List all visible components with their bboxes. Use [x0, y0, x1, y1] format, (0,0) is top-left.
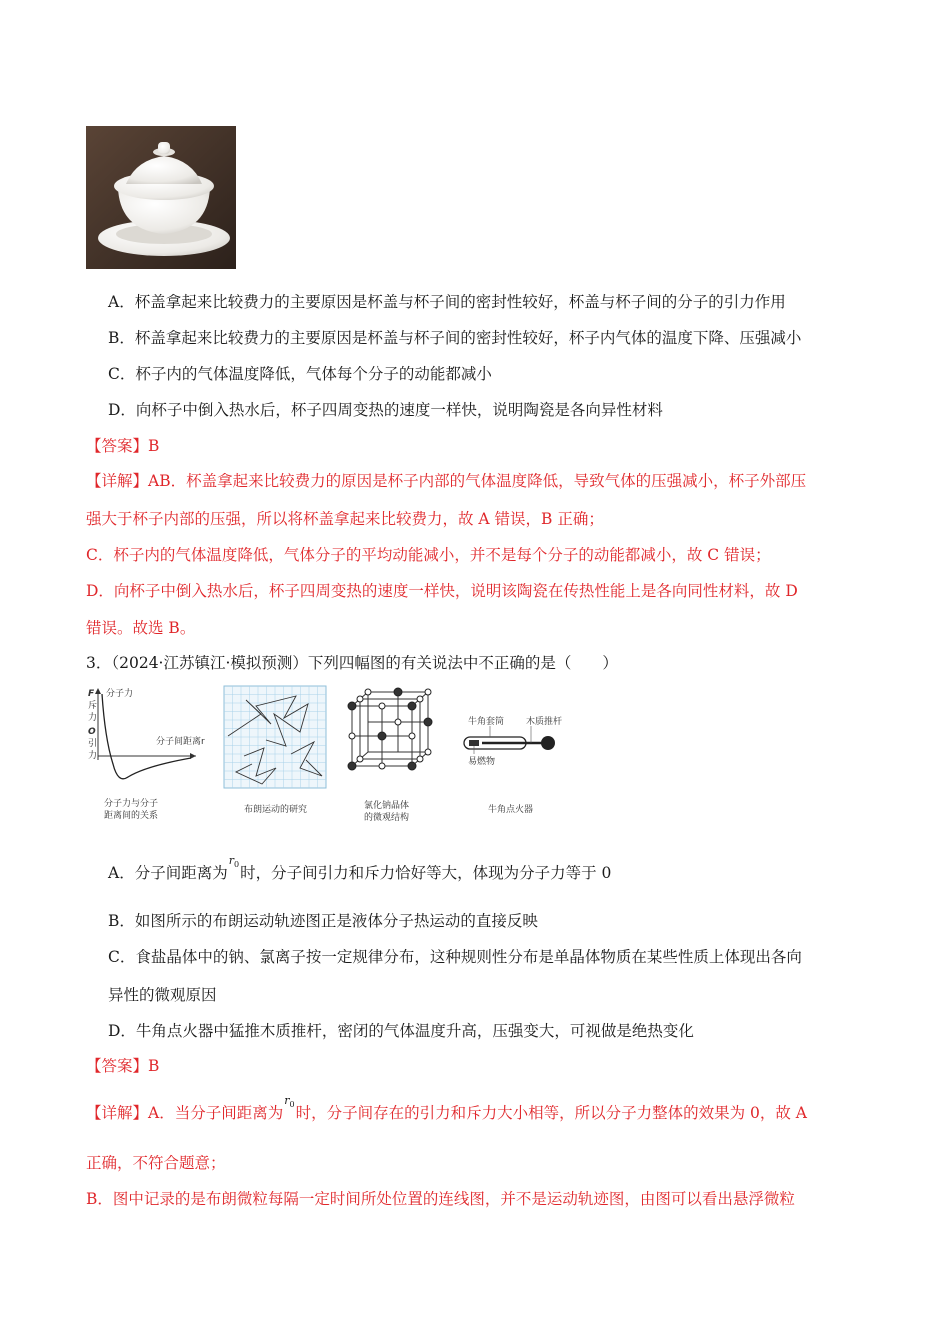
- q3-detail-b: B．图中记录的是布朗微粒每隔一定时间所处位置的连线图，并不是运动轨迹图，由图可以看出悬浮微粒: [86, 1190, 795, 1208]
- r0-symbol-detail: r0: [284, 1094, 295, 1110]
- f4-label-sleeve: 牛角套筒: [468, 717, 505, 727]
- q3-detail-a-pre: 【详解】A．当分子间距离为: [86, 1104, 284, 1122]
- q3-option-a-pre: A．分子间距离为: [108, 864, 228, 882]
- q3-option-a-post: 时，分子间引力和斥力恰好等大，体现为分子力等于 0: [240, 864, 612, 882]
- f1-caption-2: 距离间的关系: [104, 811, 159, 821]
- q3-detail-a2: 正确，不符合题意；: [86, 1154, 226, 1172]
- q2-detail-line-2: 强大于杯子内部的压强，所以将杯盖拿起来比较费力，故 A 错误，B 正确；: [86, 510, 604, 528]
- q2-detail-line-4: D．向杯子中倒入热水后，杯子四周变热的速度一样快，说明该陶瓷在传热性能上是各向同性材料，故 D: [86, 582, 798, 600]
- f4-caption: 牛角点火器: [488, 805, 534, 815]
- q2-detail-line-5: 错误。故选 B。: [86, 619, 196, 637]
- f1-caption-1: 分子力与分子: [104, 799, 159, 809]
- f1-label-force: 分子力: [106, 689, 134, 699]
- f4-label-fuel: 易燃物: [468, 757, 496, 767]
- figure-nacl-crystal: [348, 688, 432, 823]
- f1-label-yin: 引: [88, 739, 98, 749]
- figure-molecular-force: [88, 687, 205, 821]
- q2-answer: 【答案】B: [86, 437, 160, 455]
- q2-option-a: A．杯盖拿起来比较费力的主要原因是杯盖与杯子间的密封性较好，杯盖与杯子间的分子的引力作用: [108, 293, 786, 311]
- r0-symbol: r0: [228, 854, 240, 870]
- q3-option-a: [108, 854, 612, 890]
- q2-detail-line-3: C．杯子内的气体温度降低，气体分子的平均动能减小，并不是每个分子的动能都减小，故 C 错误；: [86, 546, 771, 564]
- teacup-photo: [86, 126, 236, 269]
- q3-detail-a: [86, 1094, 807, 1130]
- figure-horn-igniter: [464, 715, 562, 815]
- q3-detail-a-post: 时，分子间存在的引力和斥力大小相等，所以分子力整体的效果为 0，故 A: [295, 1104, 807, 1122]
- f1-label-distance: 分子间距离r: [156, 737, 205, 747]
- f3-caption-1: 氯化钠晶体: [364, 801, 410, 811]
- q2-option-d: D．向杯子中倒入热水后，杯子四周变热的速度一样快，说明陶瓷是各向异性材料: [108, 401, 663, 419]
- q3-option-b: B．如图所示的布朗运动轨迹图正是液体分子热运动的直接反映: [108, 912, 538, 930]
- f1-label-chi: 斥: [88, 701, 98, 711]
- f2-caption: 布朗运动的研究: [244, 805, 308, 815]
- q3-option-c-line-1: C．食盐晶体中的钠、氯离子按一定规律分布，这种规则性分布是单晶体物质在某些性质上体现出各向: [108, 948, 802, 966]
- q3-figures: [86, 684, 606, 834]
- q2-option-b: B．杯盖拿起来比较费力的主要原因是杯盖与杯子间的密封性较好，杯子内气体的温度下降、压强减小: [108, 329, 802, 347]
- f1-label-o: O: [88, 727, 96, 737]
- f4-label-rod: 木质推杆: [526, 717, 563, 727]
- q2-detail-line-1: 【详解】AB．杯盖拿起来比较费力的原因是杯子内部的气体温度降低，导致气体的压强减小，杯子外部压: [86, 472, 807, 490]
- q3-stem: 3．（2024·江苏镇江·模拟预测）下列四幅图的有关说法中不正确的是（ ）: [86, 654, 618, 672]
- q3-option-d: D．牛角点火器中猛推木质推杆，密闭的气体温度升高，压强变大，可视做是绝热变化: [108, 1022, 694, 1040]
- f1-label-li1: 力: [88, 713, 98, 723]
- f3-caption-2: 的微观结构: [364, 813, 410, 823]
- q3-answer: 【答案】B: [86, 1057, 160, 1075]
- f1-label-li2: 力: [88, 751, 98, 761]
- q2-option-c: C．杯子内的气体温度降低，气体每个分子的动能都减小: [108, 365, 492, 383]
- figure-brownian-motion: [224, 686, 326, 815]
- f1-label-f: F: [88, 689, 95, 699]
- q3-option-c-line-2: 异性的微观原因: [108, 986, 217, 1004]
